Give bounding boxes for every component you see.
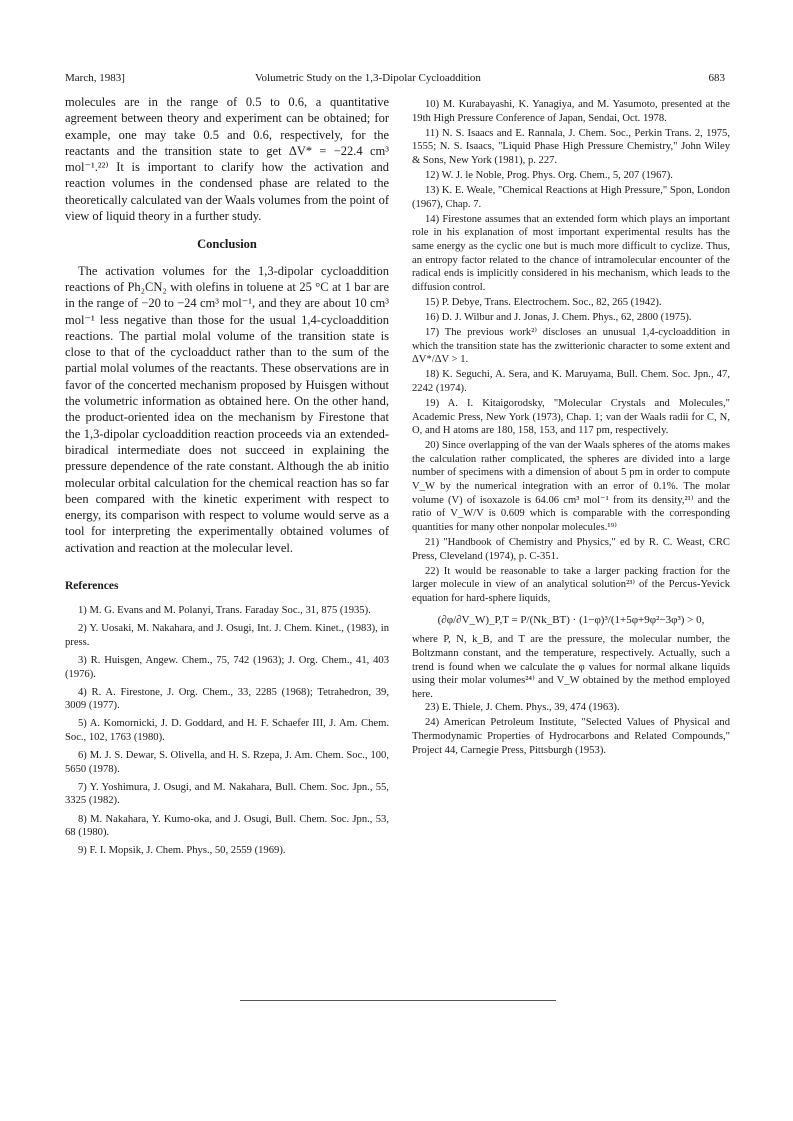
issue-date: March, 1983] <box>65 72 125 84</box>
running-head <box>65 72 725 88</box>
reference-item: 5) A. Komornicki, J. D. Goddard, and H. F. Schaefer III, J. Am. Chem. Soc., 102, 1763 (1980). <box>65 718 389 744</box>
conclusion-paragraph: The activation volumes for the 1,3-dipolar cycloaddition reactions of Ph₂CN₂ with olefins in toluene at 25 °C at 1 bar are in the range of −20 to −24 cm³ mol⁻¹, and they are about 10 cm³ mol⁻¹ less negative than those for the usual 1,4-cycloaddition reactions. The partial molal volume of the transition state is close to that of the cycloadduct rather than to the sum of the partial molal volumes of the reactants. These observations are in favor of the concerted mechanism proposed by Huisgen without the volumetric information as obtained here. On the other hand, the product-oriented idea on the mechanism by Firestone that the 1,3-dipolar cycloaddition reaction proceeds via an extended-biradical intermediate does not succeed in explaining the pressure dependence of the rate constant. Although the ab initio molecular orbital calculation for the chemical reaction has so far been compared with the kinetic experiment with respect to energy, its comparison with respect to volume would serve as a tool for interpreting the experimentally obtained volumes of activation and reaction at the molecular level. <box>65 263 389 555</box>
reference-item: 17) The previous work²⁾ discloses an unusual 1,4-cycloaddition in which the transition state has the zwitterionic character to some extent and ΔV*/ΔV > 1. <box>412 327 730 366</box>
reference-item: 13) K. E. Weale, "Chemical Reactions at High Pressure," Spon, London (1967), Chap. 7. <box>412 185 730 210</box>
reference-item: 12) W. J. le Noble, Prog. Phys. Org. Chem., 5, 207 (1967). <box>425 169 673 181</box>
reference-item: 21) "Handbook of Chemistry and Physics," ed by R. C. Weast, CRC Press, Cleveland (1974), p. C-351. <box>412 536 730 562</box>
reference-item: 8) M. Nakahara, Y. Kumo-oka, and J. Osugi, Bull. Chem. Soc. Jpn., 53, 68 (1980). <box>65 813 389 839</box>
reference-item: 6) M. J. S. Dewar, S. Olivella, and H. S. Rzepa, J. Am. Chem. Soc., 100, 5650 (1978). <box>65 750 389 775</box>
intro-paragraph: molecules are in the range of 0.5 to 0.6, a quantitative agreement between theory and experiment can be obtained; for example, one may take 0.5 and 0.6, respectively, for the reactants and the transition state to get ΔV* = −22.4 cm³ mol⁻¹.²²⁾ It is important to clarify how the activation and reaction volumes in the condensed phase are related to the theoretically calculated van der Waals volumes from the point of view of liquid theory in a further study. <box>65 95 389 224</box>
references-heading: References <box>65 580 119 593</box>
reference-item: 3) R. Huisgen, Angew. Chem., 75, 742 (1963); J. Org. Chem., 41, 403 (1976). <box>65 655 389 680</box>
reference-item: 7) Y. Yoshimura, J. Osugi, and M. Nakahara, Bull. Chem. Soc. Jpn., 55, 3325 (1982). <box>65 781 389 807</box>
reference-item: 11) N. S. Isaacs and E. Rannala, J. Chem. Soc., Perkin Trans. 2, 1975, 1555; N. S. Isaacs, "Liquid Phase High Pressure Chemistry," John Wiley & Sons, New York (1981), p. 227. <box>412 127 730 166</box>
reference-item: 23) E. Thiele, J. Chem. Phys., 39, 474 (1963). <box>425 702 620 714</box>
reference-continuation: where P, N, k_B, and T are the pressure, the molecular number, the Boltzmann constant, and the temperature, respectively. Actually, such a trend is found when we calculate the φ values for normal alkane liquids using their molar volumes²⁴⁾ and V_W obtained by the method employed here. <box>412 634 730 700</box>
reference-item: 22) It would be reasonable to take a larger packing fraction for the larger molecule in view of an analytical solution²³⁾ of the Percus-Yevick equation for hard-sphere liquids, <box>412 565 730 604</box>
reference-item: 19) A. I. Kitaigorodsky, "Molecular Crystals and Molecules," Academic Press, New York (1973), Chap. 1; van der Waals radii for C, N, O, and H atoms are 180, 158, 153, and 117 pm, respectively. <box>412 397 730 437</box>
reference-item: 9) F. I. Mopsik, J. Chem. Phys., 50, 2559 (1969). <box>78 845 286 857</box>
running-title: Volumetric Study on the 1,3-Dipolar Cycloaddition <box>255 72 481 84</box>
reference-item: 10) M. Kurabayashi, K. Yanagiya, and M. Yasumoto, presented at the 19th High Pressure Conference of Japan, Sendai, Oct. 1978. <box>412 99 730 124</box>
percus-yevick-equation: (∂φ/∂V_W)_P,T = P/(Nk_BT) · (1−φ)³/(1+5φ+9φ²−3φ³) > 0, <box>437 614 705 627</box>
page-number: 683 <box>708 72 725 84</box>
conclusion-heading: Conclusion <box>197 237 257 252</box>
reference-item: 2) Y. Uosaki, M. Nakahara, and J. Osugi, Int. J. Chem. Kinet., (1983), in press. <box>65 623 389 648</box>
reference-item: 20) Since overlapping of the van der Waals spheres of the atoms makes the calculation rather complicated, the spheres are divided into a large number of specimens with a dimension of about 5 pm in order to compute V_W by the numerical integration with an error of 0.1%. The molar volume (V) of isoxazole is 64.06 cm³ mol⁻¹ from its density,²¹⁾ and the ratio of V_W/V is 0.609 which is comparable with the corresponding quantities for many other nonpolar molecules.¹⁹⁾ <box>412 440 730 533</box>
right-column <box>412 98 730 759</box>
reference-item: 1) M. G. Evans and M. Polanyi, Trans. Faraday Soc., 31, 875 (1935). <box>78 605 371 617</box>
end-rule <box>240 1000 556 1001</box>
left-column <box>65 94 389 862</box>
reference-item: 4) R. A. Firestone, J. Org. Chem., 33, 2285 (1968); Tetrahedron, 39, 3009 (1977). <box>65 686 389 712</box>
reference-item: 14) Firestone assumes that an extended form which plays an important role in his explanation of most important experimental results has the same energy as the cyclic one but is much more difficult to cyclize. Thus, an entropy factor related to the chance of intramolecular encounter of the radical ends is implicitly considered in his mechanism, which leads to the diffusion control. <box>412 213 730 293</box>
reference-item: 15) P. Debye, Trans. Electrochem. Soc., 82, 265 (1942). <box>425 296 662 308</box>
reference-item: 24) American Petroleum Institute, "Selected Values of Physical and Thermodynamic Properties of Hydrocarbons and Related Compounds," Project 44, Carnegie Press, Pittsburgh (1953). <box>412 717 730 756</box>
reference-item: 16) D. J. Wilbur and J. Jonas, J. Chem. Phys., 62, 2800 (1975). <box>425 311 692 323</box>
reference-item: 18) K. Seguchi, A. Sera, and K. Maruyama, Bull. Chem. Soc. Jpn., 47, 2242 (1974). <box>412 369 730 394</box>
